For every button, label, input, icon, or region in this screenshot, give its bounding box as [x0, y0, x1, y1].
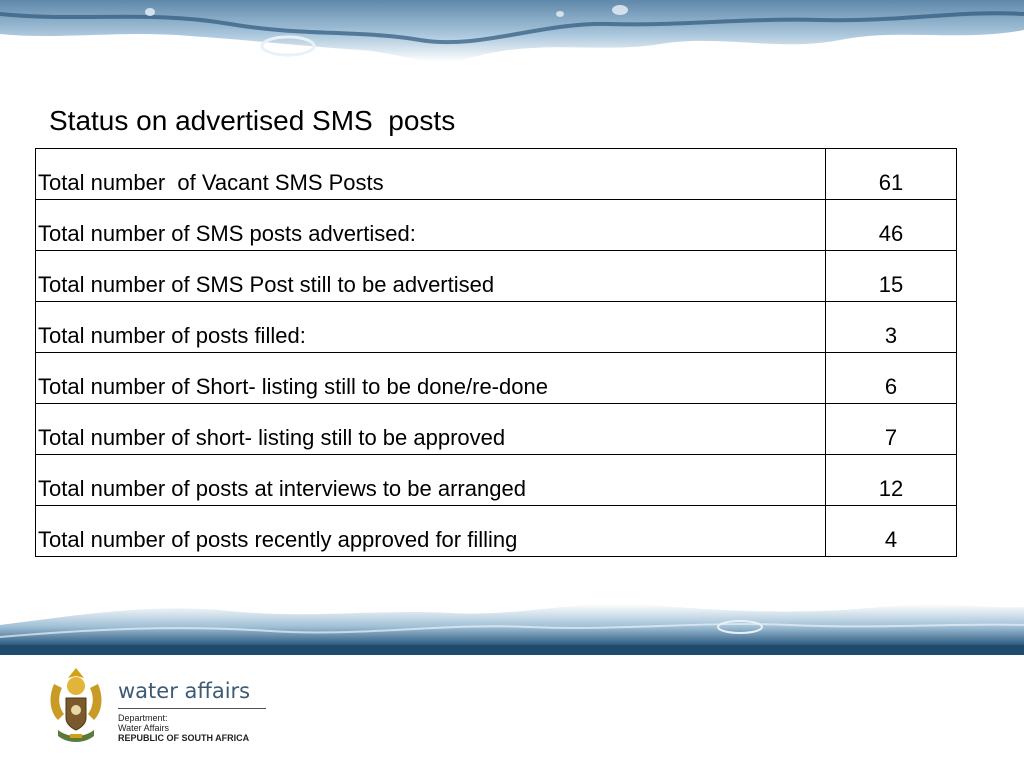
table-row [36, 251, 957, 302]
dept-line-3: REPUBLIC OF SOUTH AFRICA [118, 733, 250, 743]
dept-line-2: Water Affairs [118, 723, 170, 733]
row-value: 6 [826, 353, 957, 404]
department-text [118, 713, 249, 743]
row-label: Total number of posts filled: [36, 302, 826, 353]
row-label: Total number of posts at interviews to be arranged [36, 455, 826, 506]
row-value: 12 [826, 455, 957, 506]
row-value: 46 [826, 200, 957, 251]
sms-posts-status-table [35, 148, 957, 557]
row-label: Total number of posts recently approved for filling [36, 506, 826, 557]
row-value: 7 [826, 404, 957, 455]
table-row [36, 353, 957, 404]
table-row [36, 506, 957, 557]
water-banner-top [0, 0, 1024, 90]
coat-of-arms-icon [44, 664, 108, 748]
row-value: 15 [826, 251, 957, 302]
row-label: Total number of short- listing still to be approved [36, 404, 826, 455]
water-banner-bottom [0, 585, 1024, 655]
brand-name: water affairs [118, 679, 251, 703]
brand-divider [118, 708, 266, 709]
table-row [36, 200, 957, 251]
table-row [36, 302, 957, 353]
row-value: 4 [826, 506, 957, 557]
row-label: Total number of Vacant SMS Posts [36, 149, 826, 200]
row-value: 61 [826, 149, 957, 200]
table-row [36, 455, 957, 506]
table-row [36, 149, 957, 200]
row-label: Total number of Short- listing still to be done/re-done [36, 353, 826, 404]
row-value: 3 [826, 302, 957, 353]
table-row [36, 404, 957, 455]
dept-line-1: Department: [118, 713, 168, 723]
row-label: Total number of SMS posts advertised: [36, 200, 826, 251]
department-footer [44, 664, 284, 750]
slide-title: Status on advertised SMS posts [49, 105, 456, 136]
row-label: Total number of SMS Post still to be advertised [36, 251, 826, 302]
